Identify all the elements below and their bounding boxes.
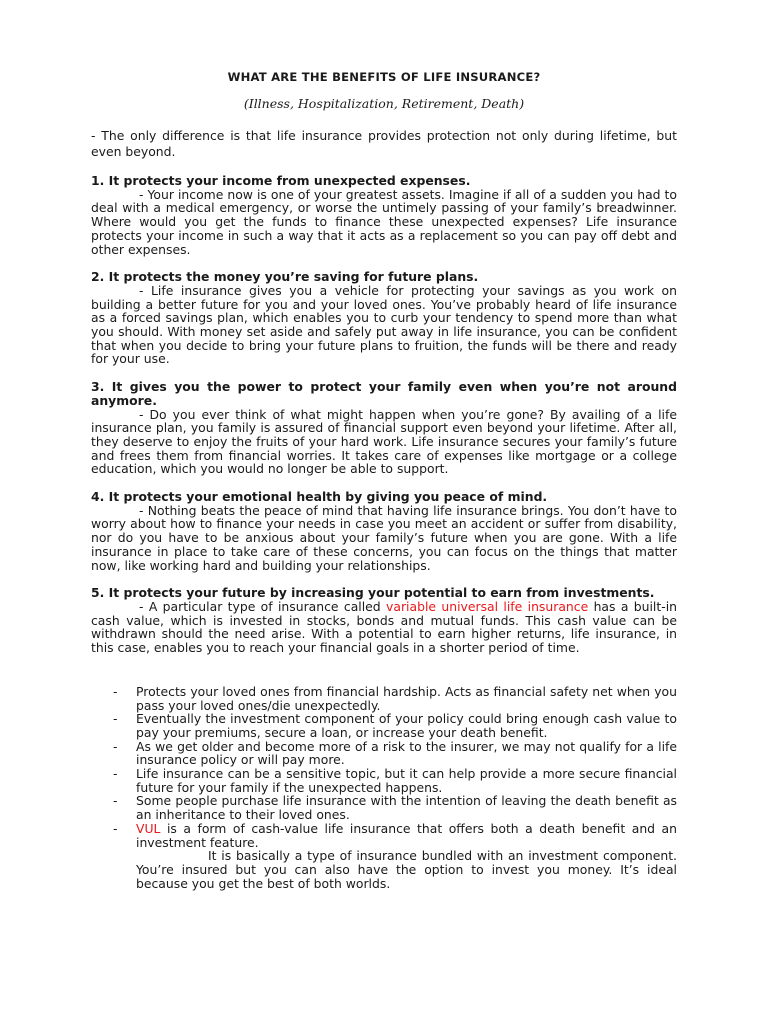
bullet-item (91, 767, 677, 794)
closing-paragraph: It is basically a type of insurance bundled with an investment component. You’re insured but you can also have the option to invest you money. It’s ideal because you get the best of both worlds. (136, 848, 677, 891)
section-body: - Nothing beats the peace of mind that having life insurance brings. You don’t have to worry about how to finance your needs in case you meet an accident or suffer from disability, nor do you have to be anxious about your family’s future when you are gone. With a life insurance in place to take care of these concerns, you can focus on the things that matter now, like working hard and building your relationships. (91, 502, 677, 573)
section-body-text: has a built-in cash value, which is invested in stocks, bonds and mutual funds. This cash value can be withdrawn should the need arise. With a potential to earn higher returns, life insurance, in this case, enables you to reach your financial goals in a shorter period of time. (91, 598, 677, 656)
bullet-text: Some people purchase life insurance with the intention of leaving the death benefit as an inheritance to their loved ones. (136, 793, 677, 823)
section-body-text: - A particular type of insurance called (139, 598, 387, 614)
intro-paragraph: - The only difference is that life insurance provides protection not only during lifetime, but even beyond. (91, 128, 677, 159)
highlighted-term: variable universal life insurance (386, 598, 589, 614)
bullet-dash: - (113, 793, 118, 809)
section-5 (91, 586, 677, 655)
bullet-text: Protects your loved ones from financial hardship. Acts as financial safety net when you pass your loved ones/die unexpectedly. (136, 683, 677, 713)
bullet-item (91, 712, 677, 739)
bullet-text: Eventually the investment component of your policy could bring enough cash value to pay your premiums, secure a loan, or increase your death benefit. (136, 711, 677, 740)
bullet-text: Life insurance can be a sensitive topic, but it can help provide a more secure financial future for your family if the unexpected happens. (136, 766, 677, 795)
section-heading: 2. It protects the money you’re saving for future plans. (91, 269, 479, 285)
bullet-item (91, 794, 677, 821)
page-title: WHAT ARE THE BENEFITS OF LIFE INSURANCE? (227, 70, 541, 84)
bullet-text: is a form of cash-value life insurance that offers both a death benefit and an investment feature. (136, 820, 677, 850)
section-3 (91, 380, 677, 476)
bullet-dash: - (113, 711, 118, 727)
section-heading: 3. It gives you the power to protect your family even when you’re not around anymore. (91, 379, 677, 408)
benefit-bullet-list (91, 685, 677, 849)
document-content (91, 128, 677, 890)
page-subtitle: (Illness, Hospitalization, Retirement, Death) (243, 96, 525, 111)
bullet-dash: - (113, 766, 118, 782)
section-2 (91, 270, 677, 366)
section-body (91, 600, 677, 655)
bullet-item (91, 685, 677, 712)
highlighted-term: VUL (136, 820, 161, 836)
bullet-dash: - (113, 820, 118, 836)
bullet-dash: - (113, 738, 118, 754)
section-body: - Do you ever think of what might happen when you’re gone? By availing of a life insurance plan, you family is assured of financial support even beyond your lifetime. After all, they deserve to enjoy the fruits of your hard work. Life insurance secures your family’s future and frees them from financial worries. It takes care of expenses like mortgage or a college education, which you would no longer be able to support. (91, 406, 677, 477)
section-1 (91, 174, 677, 256)
bullet-item (91, 822, 677, 849)
bullet-item (91, 740, 677, 767)
section-body: - Your income now is one of your greatest assets. Imagine if all of a sudden you had to deal with a medical emergency, or worse the untimely passing of your family’s breadwinner. Where would you get the funds to finance these unexpected expenses? Life insurance protects your income in such a way that it acts as a replacement so you can pay off debt and other expenses. (91, 186, 677, 257)
section-heading: 1. It protects your income from unexpected expenses. (91, 173, 471, 188)
section-heading: 5. It protects your future by increasing your potential to earn from investments. (91, 585, 655, 601)
section-4 (91, 490, 677, 572)
section-heading: 4. It protects your emotional health by giving you peace of mind. (91, 489, 548, 505)
bullet-text: As we get older and become more of a risk to the insurer, we may not qualify for a life insurance policy or will pay more. (136, 738, 677, 768)
section-body: - Life insurance gives you a vehicle for protecting your savings as you work on building a better future for you and your loved ones. You’ve probably heard of life insurance as a forced savings plan, which enables you to curb your tendency to spend more than what you should. With money set aside and safely put away in life insurance, you can be confident that when you decide to bring your future plans to fruition, the funds will be there and ready for your use. (91, 282, 677, 367)
bullet-dash: - (113, 683, 118, 699)
